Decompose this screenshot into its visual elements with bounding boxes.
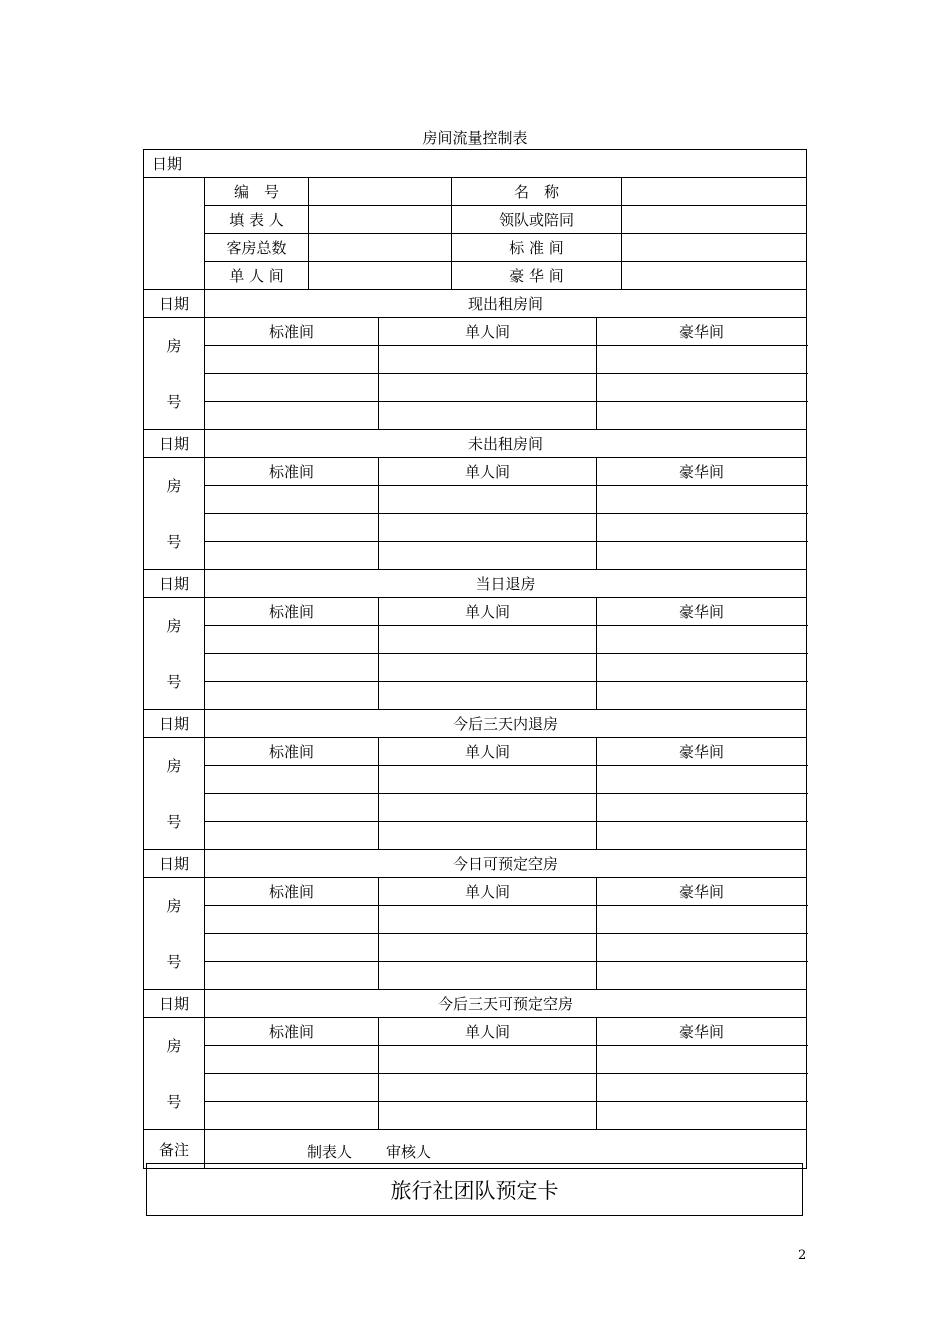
room-entry-row (144, 906, 807, 934)
section-title: 今日可预定空房 (205, 850, 807, 878)
date-label: 日期 (144, 570, 205, 598)
column-header: 单人间 (379, 598, 597, 626)
room-entry-cell[interactable] (205, 486, 379, 514)
room-entry-cell[interactable] (379, 514, 597, 542)
single-label: 单 人 间 (205, 262, 309, 290)
room-entry-row (144, 626, 807, 654)
deluxe-field[interactable] (622, 262, 807, 290)
room-entry-cell[interactable] (205, 1102, 379, 1130)
info-row (144, 262, 807, 290)
card-title-box (146, 1163, 803, 1216)
column-header: 豪华间 (597, 318, 807, 346)
section-header-row (144, 990, 807, 1018)
column-header: 豪华间 (597, 1018, 807, 1046)
column-header: 单人间 (379, 738, 597, 766)
room-number-label (144, 738, 205, 850)
room-entry-row (144, 794, 807, 822)
room-entry-cell[interactable] (379, 766, 597, 794)
room-label: 房 (166, 337, 182, 356)
date-label: 日期 (144, 430, 205, 458)
code-label: 编 号 (205, 178, 309, 206)
room-entry-cell[interactable] (379, 1102, 597, 1130)
room-entry-cell[interactable] (379, 682, 597, 710)
column-header: 标准间 (205, 738, 379, 766)
standard-field[interactable] (622, 234, 807, 262)
number-label: 号 (166, 812, 182, 831)
room-entry-cell[interactable] (597, 654, 807, 682)
room-entry-cell[interactable] (379, 374, 597, 402)
deluxe-label: 豪 华 间 (452, 262, 622, 290)
date-label: 日期 (144, 850, 205, 878)
room-entry-cell[interactable] (205, 1046, 379, 1074)
room-entry-cell[interactable] (205, 822, 379, 850)
room-label: 房 (166, 477, 182, 496)
filler-label: 填 表 人 (205, 206, 309, 234)
room-entry-cell[interactable] (597, 766, 807, 794)
room-entry-cell[interactable] (379, 402, 597, 430)
room-entry-row (144, 402, 807, 430)
room-entry-cell[interactable] (597, 1046, 807, 1074)
column-header: 单人间 (379, 318, 597, 346)
room-entry-cell[interactable] (597, 626, 807, 654)
room-entry-row (144, 486, 807, 514)
room-number-label (144, 318, 205, 430)
room-entry-cell[interactable] (205, 682, 379, 710)
room-entry-row (144, 1074, 807, 1102)
maker-label: 制表人 (307, 1143, 353, 1161)
room-entry-cell[interactable] (597, 934, 807, 962)
section-title: 未出租房间 (205, 430, 807, 458)
room-entry-cell[interactable] (379, 934, 597, 962)
column-header-row (144, 458, 807, 486)
total-rooms-field[interactable] (309, 234, 452, 262)
room-entry-cell[interactable] (379, 346, 597, 374)
section-title: 现出租房间 (205, 290, 807, 318)
code-field[interactable] (309, 178, 452, 206)
page-number: 2 (798, 1248, 807, 1263)
room-entry-row (144, 682, 807, 710)
header-date-row (144, 150, 807, 178)
date-label: 日期 (144, 290, 205, 318)
room-entry-cell[interactable] (597, 794, 807, 822)
reviewer-label: 审核人 (386, 1143, 432, 1161)
column-header: 豪华间 (597, 738, 807, 766)
room-entry-cell[interactable] (597, 906, 807, 934)
room-entry-cell[interactable] (205, 626, 379, 654)
column-header-row (144, 1018, 807, 1046)
room-entry-cell[interactable] (597, 514, 807, 542)
number-label: 号 (166, 952, 182, 971)
total-rooms-label: 客房总数 (205, 234, 309, 262)
column-header-row (144, 318, 807, 346)
room-number-label (144, 878, 205, 990)
room-entry-cell[interactable] (205, 766, 379, 794)
room-entry-cell[interactable] (205, 934, 379, 962)
remarks-label: 备注 (144, 1130, 205, 1169)
column-header: 标准间 (205, 878, 379, 906)
room-entry-row (144, 1102, 807, 1130)
section-header-row (144, 570, 807, 598)
room-entry-cell[interactable] (597, 346, 807, 374)
room-entry-cell[interactable] (379, 626, 597, 654)
room-entry-row (144, 374, 807, 402)
section-header-row (144, 290, 807, 318)
room-entry-cell[interactable] (205, 514, 379, 542)
column-header: 单人间 (379, 458, 597, 486)
room-entry-cell[interactable] (205, 962, 379, 990)
room-entry-cell[interactable] (597, 1102, 807, 1130)
room-entry-cell[interactable] (597, 682, 807, 710)
room-entry-cell[interactable] (379, 794, 597, 822)
number-label: 号 (166, 532, 182, 551)
section-title: 今后三天内退房 (205, 710, 807, 738)
room-entry-cell[interactable] (379, 962, 597, 990)
standard-label: 标 准 间 (452, 234, 622, 262)
room-entry-row (144, 1046, 807, 1074)
number-label: 号 (166, 672, 182, 691)
room-entry-cell[interactable] (205, 374, 379, 402)
room-entry-cell[interactable] (205, 542, 379, 570)
column-header-row (144, 878, 807, 906)
room-number-label (144, 598, 205, 710)
column-header: 单人间 (379, 1018, 597, 1046)
room-entry-cell[interactable] (379, 906, 597, 934)
room-entry-cell[interactable] (597, 822, 807, 850)
room-entry-cell[interactable] (205, 906, 379, 934)
room-entry-cell[interactable] (205, 794, 379, 822)
room-entry-cell[interactable] (597, 402, 807, 430)
room-entry-cell[interactable] (205, 402, 379, 430)
date-label: 日期 (144, 710, 205, 738)
leader-label: 领队或陪同 (452, 206, 622, 234)
room-entry-cell[interactable] (379, 654, 597, 682)
room-entry-row (144, 934, 807, 962)
room-entry-cell[interactable] (597, 486, 807, 514)
room-number-label (144, 458, 205, 570)
section-title: 当日退房 (205, 570, 807, 598)
room-entry-row (144, 514, 807, 542)
number-label: 号 (166, 392, 182, 411)
column-header: 豪华间 (597, 598, 807, 626)
date-label: 日期 (144, 990, 205, 1018)
name-field[interactable] (622, 178, 807, 206)
name-label: 名 称 (452, 178, 622, 206)
column-header: 豪华间 (597, 878, 807, 906)
info-row (144, 178, 807, 206)
column-header-row (144, 738, 807, 766)
column-header: 豪华间 (597, 458, 807, 486)
date-label: 日期 (144, 150, 807, 178)
room-flow-table (143, 149, 807, 1169)
room-entry-row (144, 654, 807, 682)
section-header-row (144, 710, 807, 738)
form-title: 房间流量控制表 (422, 129, 528, 147)
room-label: 房 (166, 897, 182, 916)
column-header: 标准间 (205, 598, 379, 626)
room-entry-cell[interactable] (379, 822, 597, 850)
room-entry-cell[interactable] (597, 1074, 807, 1102)
section-header-row (144, 430, 807, 458)
room-entry-cell[interactable] (205, 346, 379, 374)
info-row (144, 234, 807, 262)
room-entry-cell[interactable] (379, 542, 597, 570)
room-entry-row (144, 346, 807, 374)
column-header: 标准间 (205, 318, 379, 346)
filler-field[interactable] (309, 206, 452, 234)
room-number-label (144, 1018, 205, 1130)
room-label: 房 (166, 757, 182, 776)
room-entry-cell[interactable] (379, 1046, 597, 1074)
column-header: 标准间 (205, 1018, 379, 1046)
signers (307, 1141, 465, 1162)
card-title: 旅行社团队预定卡 (390, 1178, 559, 1203)
room-entry-cell[interactable] (597, 542, 807, 570)
room-entry-cell[interactable] (205, 1074, 379, 1102)
room-label: 房 (166, 1037, 182, 1056)
column-header-row (144, 598, 807, 626)
section-header-row (144, 850, 807, 878)
number-label: 号 (166, 1092, 182, 1111)
room-entry-cell[interactable] (379, 486, 597, 514)
room-entry-row (144, 822, 807, 850)
room-entry-cell[interactable] (205, 654, 379, 682)
column-header: 单人间 (379, 878, 597, 906)
single-field[interactable] (309, 262, 452, 290)
room-entry-row (144, 766, 807, 794)
info-row (144, 206, 807, 234)
room-entry-row (144, 542, 807, 570)
info-blank-cell (144, 178, 205, 290)
room-label: 房 (166, 617, 182, 636)
section-title: 今后三天可预定空房 (205, 990, 807, 1018)
room-entry-cell[interactable] (597, 374, 807, 402)
column-header: 标准间 (205, 458, 379, 486)
room-entry-row (144, 962, 807, 990)
leader-field[interactable] (622, 206, 807, 234)
room-entry-cell[interactable] (597, 962, 807, 990)
room-entry-cell[interactable] (379, 1074, 597, 1102)
